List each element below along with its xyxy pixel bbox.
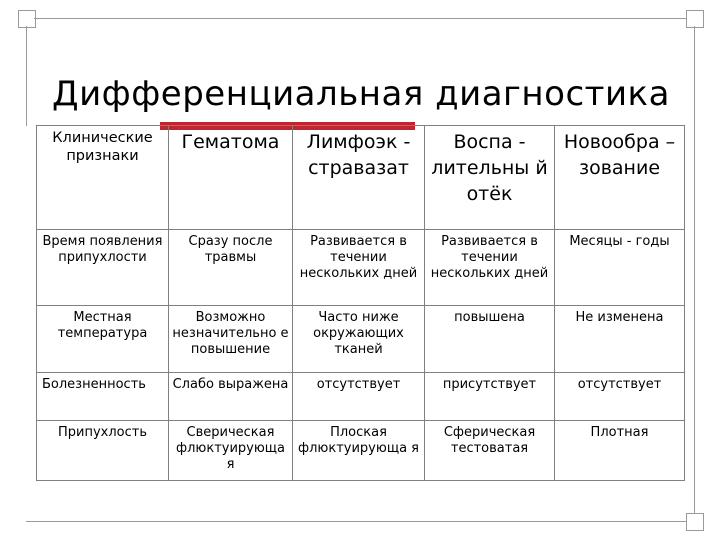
row-label: Болезненность <box>37 373 169 421</box>
table-row <box>37 230 685 306</box>
table-cell: Месяцы - годы <box>555 230 685 306</box>
table-cell: Плоская флюктуирующа я <box>293 421 425 481</box>
corner-square-bottom-right <box>686 513 704 531</box>
table-cell: Сверическая флюктуирующа я <box>169 421 293 481</box>
corner-square-top-right <box>686 10 704 28</box>
corner-square-top-left <box>18 10 36 28</box>
slide-title: Дифференциальная диагностика <box>52 74 670 114</box>
header-cell-criteria: Клинические признаки <box>37 126 169 230</box>
diagnosis-table <box>36 125 685 481</box>
table-row <box>37 306 685 373</box>
row-label: Время появления припухлости <box>37 230 169 306</box>
header-cell-lymphoextravasate: Лимфоэк - стравазат <box>293 126 425 230</box>
table-cell: отсутствует <box>293 373 425 421</box>
table-header-row <box>37 126 685 230</box>
table-row <box>37 421 685 481</box>
table-cell: Плотная <box>555 421 685 481</box>
table-cell: Слабо выражена <box>169 373 293 421</box>
table-cell: Развивается в течении нескольких дней <box>293 230 425 306</box>
table-cell: Сферическая тестоватая <box>425 421 555 481</box>
header-cell-inflammatory-edema: Воспа - лительны й отёк <box>425 126 555 230</box>
table-cell: Часто ниже окружающих тканей <box>293 306 425 373</box>
table-cell: повышена <box>425 306 555 373</box>
table-cell: Развивается в течении нескольких дней <box>425 230 555 306</box>
row-label: Местная температура <box>37 306 169 373</box>
table-row <box>37 373 685 421</box>
table-cell: Возможно незначительно е повышение <box>169 306 293 373</box>
decor-line-top <box>34 18 686 19</box>
decor-line-right <box>694 26 695 513</box>
header-cell-neoplasm: Новообра – зование <box>555 126 685 230</box>
decor-line-left <box>26 26 27 126</box>
header-cell-hematoma: Гематома <box>169 126 293 230</box>
table-cell: присутствует <box>425 373 555 421</box>
decor-line-bottom <box>26 521 686 522</box>
row-label: Припухлость <box>37 421 169 481</box>
table-cell: отсутствует <box>555 373 685 421</box>
table-cell: Сразу после травмы <box>169 230 293 306</box>
table-cell: Не изменена <box>555 306 685 373</box>
